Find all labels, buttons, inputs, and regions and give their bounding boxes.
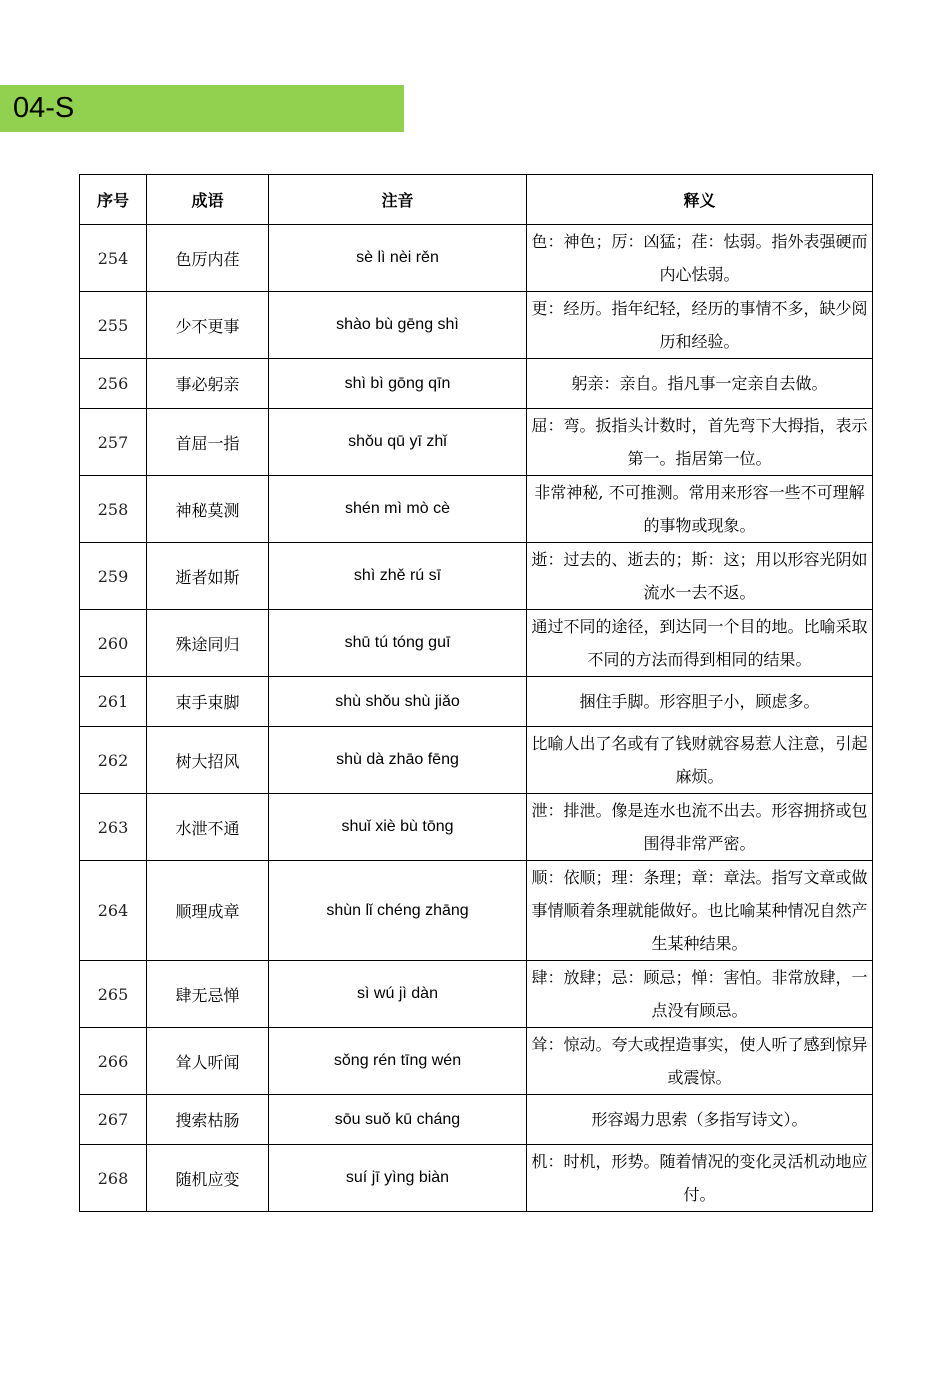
- row-number: 264: [80, 861, 147, 961]
- row-number: 262: [80, 727, 147, 794]
- row-definition: 耸：惊动。夸大或捏造事实，使人听了感到惊异或震惊。: [527, 1028, 873, 1095]
- section-label: 04-S: [13, 92, 75, 124]
- table-row: [80, 961, 873, 1028]
- table-row: [80, 409, 873, 476]
- row-idiom: 首屈一指: [147, 409, 269, 476]
- header-pinyin: 注音: [269, 175, 527, 225]
- row-idiom: 殊途同归: [147, 610, 269, 677]
- row-definition: 形容竭力思索（多指写诗文）。: [527, 1095, 873, 1145]
- row-pinyin: shì zhě rú sī: [269, 543, 527, 610]
- row-number: 265: [80, 961, 147, 1028]
- row-pinyin: shuǐ xiè bù tōng: [269, 794, 527, 861]
- header-number: 序号: [80, 175, 147, 225]
- header-idiom: 成语: [147, 175, 269, 225]
- row-pinyin: shào bù gēng shì: [269, 292, 527, 359]
- table-row: [80, 1095, 873, 1145]
- row-idiom: 事必躬亲: [147, 359, 269, 409]
- row-definition: 比喻人出了名或有了钱财就容易惹人注意，引起麻烦。: [527, 727, 873, 794]
- row-number: 261: [80, 677, 147, 727]
- table-row: [80, 794, 873, 861]
- table-row: [80, 543, 873, 610]
- row-pinyin: suí jī yìng biàn: [269, 1145, 527, 1212]
- idiom-table: [79, 174, 873, 1212]
- row-number: 260: [80, 610, 147, 677]
- row-definition: 屈：弯。扳指头计数时，首先弯下大拇指，表示第一。指居第一位。: [527, 409, 873, 476]
- row-idiom: 顺理成章: [147, 861, 269, 961]
- row-idiom: 神秘莫测: [147, 476, 269, 543]
- row-number: 267: [80, 1095, 147, 1145]
- table-header-row: [80, 175, 873, 225]
- row-definition: 躬亲：亲自。指凡事一定亲自去做。: [527, 359, 873, 409]
- row-pinyin: shì bì gōng qīn: [269, 359, 527, 409]
- row-definition: 捆住手脚。形容胆子小，顾虑多。: [527, 677, 873, 727]
- table-row: [80, 610, 873, 677]
- row-idiom: 少不更事: [147, 292, 269, 359]
- row-definition: 肆：放肆；忌：顾忌；惮：害怕。非常放肆，一点没有顾忌。: [527, 961, 873, 1028]
- table-row: [80, 292, 873, 359]
- table-row: [80, 727, 873, 794]
- row-definition: 机：时机，形势。随着情况的变化灵活机动地应付。: [527, 1145, 873, 1212]
- row-pinyin: shù shǒu shù jiǎo: [269, 677, 527, 727]
- row-pinyin: shén mì mò cè: [269, 476, 527, 543]
- row-pinyin: shū tú tóng guī: [269, 610, 527, 677]
- row-pinyin: shù dà zhāo fēng: [269, 727, 527, 794]
- row-pinyin: shǒu qū yī zhǐ: [269, 409, 527, 476]
- row-number: 266: [80, 1028, 147, 1095]
- row-idiom: 肆无忌惮: [147, 961, 269, 1028]
- row-number: 255: [80, 292, 147, 359]
- row-number: 258: [80, 476, 147, 543]
- table-row: [80, 225, 873, 292]
- table-row: [80, 861, 873, 961]
- row-number: 268: [80, 1145, 147, 1212]
- row-number: 254: [80, 225, 147, 292]
- row-definition: 更：经历。指年纪轻，经历的事情不多，缺少阅历和经验。: [527, 292, 873, 359]
- table-row: [80, 1028, 873, 1095]
- row-pinyin: sōu suǒ kū cháng: [269, 1095, 527, 1145]
- row-definition: 泄：排泄。像是连水也流不出去。形容拥挤或包围得非常严密。: [527, 794, 873, 861]
- row-pinyin: sì wú jì dàn: [269, 961, 527, 1028]
- table-row: [80, 677, 873, 727]
- row-pinyin: sǒng rén tīng wén: [269, 1028, 527, 1095]
- row-idiom: 束手束脚: [147, 677, 269, 727]
- row-idiom: 耸人听闻: [147, 1028, 269, 1095]
- table-row: [80, 359, 873, 409]
- row-number: 256: [80, 359, 147, 409]
- row-idiom: 水泄不通: [147, 794, 269, 861]
- row-pinyin: sè lì nèi rěn: [269, 225, 527, 292]
- row-idiom: 色厉内荏: [147, 225, 269, 292]
- row-number: 257: [80, 409, 147, 476]
- header-definition: 释义: [527, 175, 873, 225]
- row-pinyin: shùn lǐ chéng zhāng: [269, 861, 527, 961]
- row-number: 263: [80, 794, 147, 861]
- table-row: [80, 1145, 873, 1212]
- row-definition: 色：神色；厉：凶猛；荏：怯弱。指外表强硬而内心怯弱。: [527, 225, 873, 292]
- row-idiom: 逝者如斯: [147, 543, 269, 610]
- row-number: 259: [80, 543, 147, 610]
- section-banner: [0, 85, 404, 132]
- row-idiom: 随机应变: [147, 1145, 269, 1212]
- row-definition: 非常神秘, 不可推测。常用来形容一些不可理解的事物或现象。: [527, 476, 873, 543]
- table-row: [80, 476, 873, 543]
- row-definition: 顺：依顺；理：条理；章：章法。指写文章或做事情顺着条理就能做好。也比喻某种情况自然产生某种结果。: [527, 861, 873, 961]
- row-idiom: 搜索枯肠: [147, 1095, 269, 1145]
- row-definition: 通过不同的途径，到达同一个目的地。比喻采取不同的方法而得到相同的结果。: [527, 610, 873, 677]
- row-idiom: 树大招风: [147, 727, 269, 794]
- row-definition: 逝：过去的、逝去的；斯：这；用以形容光阴如流水一去不返。: [527, 543, 873, 610]
